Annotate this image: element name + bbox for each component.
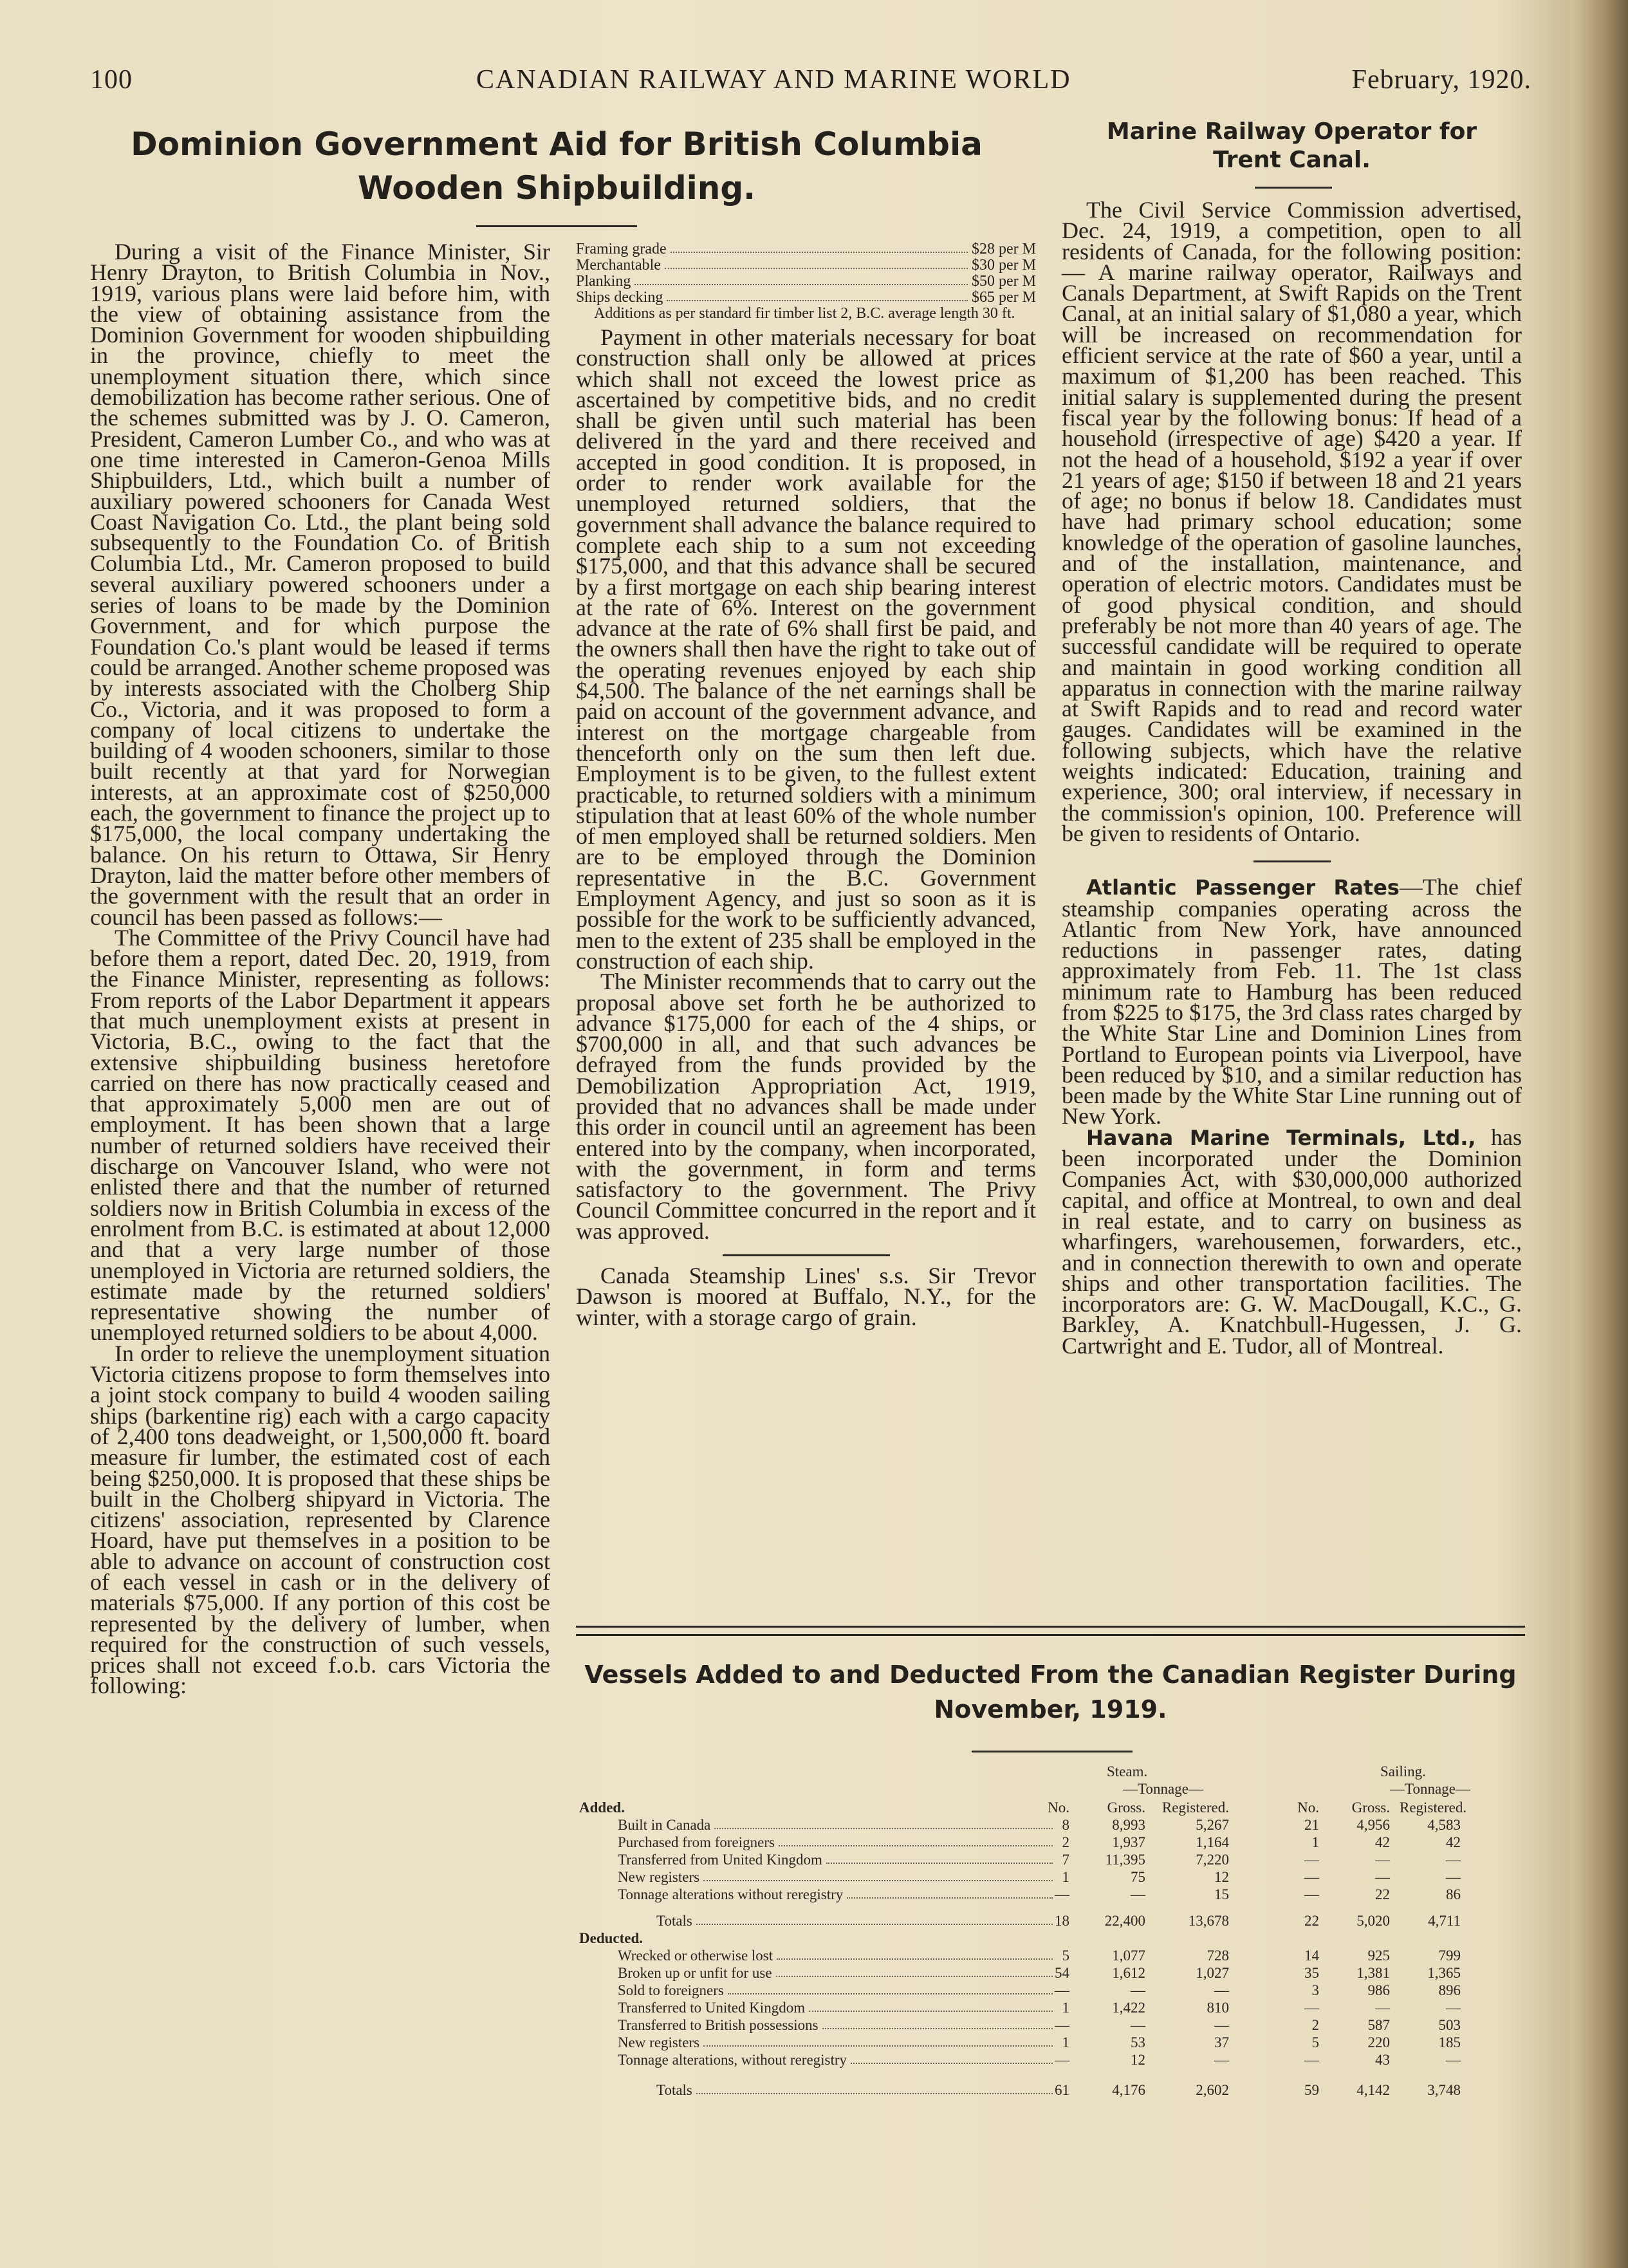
row-label: Broken up or unfit for use <box>618 1965 1055 1982</box>
price-row: Planking $50 per M <box>576 273 1036 290</box>
table-cell: — <box>1055 2017 1069 2033</box>
table-cell: 1 <box>1062 2034 1069 2050</box>
table-cell: 12 <box>1131 2052 1145 2068</box>
price-row: Framing grade $28 per M <box>576 241 1036 257</box>
table-row <box>579 1834 1525 1852</box>
table-cell: 86 <box>1446 1886 1461 1902</box>
table-row <box>579 1817 1525 1834</box>
table-cell: 4,583 <box>1427 1817 1461 1833</box>
deducted-section-label: Deducted. <box>579 1930 643 1946</box>
price-note: Additions as per standard fir timber list 2, B.C. average length 30 ft. <box>594 305 1015 322</box>
table-cell: 4,956 <box>1356 1817 1390 1833</box>
vessels-table <box>579 1763 1525 2098</box>
running-header <box>90 58 1531 103</box>
news-item-havana-terminals: Havana Marine Terminals, Ltd., has been incorporated under the Dominion Companies Act, with $30,000,000 authorized capital, and office at Montreal, to own and deal in real estate, and to carry on business as wharfingers, warehousemen, forwarders, etc., and in connection therewith to own and operate ships and other transportation facilities. The incorporators are: G. W. MacDougall, K.C., G. Barkley, A. Knatchbull-Hugessen, J. G. Cartwright and E. Tudor, all of Montreal. <box>1062 1124 1522 1359</box>
table-row <box>579 2000 1525 2017</box>
row-label: Transferred to United Kingdom <box>618 2000 1055 2016</box>
title-rule <box>1255 187 1332 189</box>
price-row: Merchantable $30 per M <box>576 257 1036 274</box>
table-cell: 5,267 <box>1196 1817 1229 1833</box>
table-cell: 1,422 <box>1112 2000 1145 2016</box>
table-cell: 3 <box>1311 1982 1319 1998</box>
table-cell: 810 <box>1207 2000 1229 2016</box>
table-cell: 185 <box>1438 2034 1461 2050</box>
totals-row: Totals 18 22,400 13,678 22 5,020 4,711 <box>656 1913 1461 1929</box>
table-cell: 1,164 <box>1196 1834 1229 1850</box>
paragraph: In order to relieve the unemployment situation Victoria citizens propose to form themselves into a joint stock company to build 4 wooden sailing ships (barkentine rig) each with a cargo capacity of 2,400 tons deadweight, or 1,500,000 ft. board measure fir lumber, the estimated cost of each being $250,000. It is proposed that these ships be built in the Cholberg shipyard in Victoria. The citizens' association, represented by Clarence Hoard, have put themselves in a position to be able to advance on account of construction cost of each vessel in cash or in the delivery of materials $75,000. If any portion of this cost be represented by the delivery of lumber, when required for the construction of such vessels, prices shall not exceed f.o.b. cars Victoria the following: <box>90 1340 550 1699</box>
table-cell: 799 <box>1438 1947 1461 1964</box>
paragraph: The Civil Service Commission advertised, Dec. 24, 1919, a competition, open to all residents of Canada, for the following position: — A marine railway operator, Railways and Canals Department, at Swift Rapids on the Trent Canal, at an initial salary of $1,080 a year, which will be increased on recommendation for efficient service at the rate of $60 a year, until a maximum of $1,200 has been reached. This initial salary is supplemented during the present fiscal year by the following bonus: If head of a household (irrespective of age) $420 a year. If not the head of a household, $192 a year if over 21 years of age; $150 if between 18 and 21 years of age; no bonus if below 18. Candidates must have had primary school education; some knowledge of the operation of gasoline launches, and of the installation, maintenance, and operation of electric motors. Candidates must be of good physical condition, and should preferably be not more than 40 years of age. The successful candidate will be required to operate and maintain in good working condition all apparatus in connection with the marine railway at Swift Rapids and to read and record water gauges. Candidates will be examined in the following subjects, which have the relative weights indicated: Education, training and experience, 300; oral interview, if necessary in the commission's opinion, 100. Preference will be given to residents of Ontario. <box>1062 197 1522 846</box>
row-label: Purchased from foreigners <box>618 1834 1055 1851</box>
article-title-line1: Dominion Government Aid for British Columbia <box>131 125 983 163</box>
added-section-label: Added. <box>579 1799 625 1816</box>
table-cell: 12 <box>1214 1869 1229 1885</box>
steam-tonnage-header: —Tonnage— <box>1123 1781 1203 1797</box>
table-cell: 14 <box>1304 1947 1319 1964</box>
table-cell: 5 <box>1311 2034 1319 2050</box>
table-row <box>579 1947 1525 1965</box>
double-rule <box>576 1626 1525 1636</box>
row-label: Built in Canada <box>618 1817 1055 1834</box>
table-cell: 1,077 <box>1112 1947 1145 1964</box>
table-cell: — <box>1131 1886 1145 1902</box>
table-cell: 1 <box>1311 1834 1319 1850</box>
table-cell: — <box>1375 1852 1390 1868</box>
news-item-atlantic-rates: Atlantic Passenger Rates—The chief steamship companies operating across the Atlantic from New York, have announced reductions in passenger rates, dating approximately from Feb. 11. The 1st class minimum rate to Hamburg has been reduced from $225 to $175, the 3rd class rates charged by the White Star Line and Dominion Lines from Portland to European points via Liverpool, have been reduced by $10, and a similar reduction has been made by the White Star Line running out of New York. <box>1062 874 1522 1129</box>
table-cell: — <box>1446 2052 1461 2068</box>
paragraph: Payment in other materials necessary for boat construction shall only be allowed at prices which shall not exceed the lowest price as ascertained by competitive bids, and no credit shall be given until such material has been delivered in the yard and there received and accepted in good condition. It is proposed, in order to render work available for the unemployed returned soldiers, that the government shall advance the balance required to complete each ship to a sum not exceeding $175,000, and that this advance shall be secured by a first mortgage on each ship bearing interest at the rate of 6%. Interest on the government advance at the rate of 6% shall first be paid, and the owners shall then have the right to take out of the operating revenues enjoyed by each ship $4,500. The balance of the net earnings shall be paid on account of the government advance, and interest on the mortgage chargeable from thenceforth only on the sum then left due. Employment is to be given, to the fullest extent practicable, to returned soldiers with a minimum stipulation that at least 60% of the whole number of men employed shall be returned soldiers. Men are to be employed through the Dominion representative in the B.C. Government Employment Agency, and just so soon as it is possible for the work to be sufficiently advanced, men to the extent of 235 shall be employed in the construction of each ship. <box>576 324 1036 974</box>
table-cell: 1,937 <box>1112 1834 1145 1850</box>
table-cell: — <box>1304 1869 1319 1885</box>
steam-header: Steam. <box>1107 1763 1148 1780</box>
table-cell: 1,612 <box>1112 1965 1145 1981</box>
table-cell: 43 <box>1375 2052 1390 2068</box>
journal-title: CANADIAN RAILWAY AND MARINE WORLD <box>476 65 1071 95</box>
row-label: Sold to foreigners <box>618 1982 1055 1999</box>
table-cell: 37 <box>1214 2034 1229 2050</box>
table-cell: 925 <box>1367 1947 1390 1964</box>
section-separator <box>1253 860 1331 862</box>
paragraph: During a visit of the Finance Minister, Sir Henry Drayton, to British Columbia in Nov., 1919, various plans were laid before him, with the view of obtaining assistance from the Dominion Government for wooden shipbuilding in the province, chiefly to meet the unemployment situation there, which since demobilization has become rather serious. One of the schemes submitted was by J. O. Cameron, President, Cameron Lumber Co., and who was at one time interested in Cameron-Genoa Mills Shipbuilders, Ltd., which built a number of auxiliary powered schooners for Canada West Coast Navigation Co. Ltd., the plant being sold subsequently to the Foundation Co. of British Columbia Ltd., Mr. Cameron proposed to build several auxiliary powered schooners under a series of loans to be made by the Dominion Government, and for which purpose the Foundation Co.'s plant would be leased if terms could be arranged. Another scheme proposed was by interests associated with the Cholberg Ship Co., Victoria, and it was proposed to form a company of local citizens to undertake the building of 4 wooden schooners, similar to those built recently at that yard for Norwegian interests, at an approximate cost of $250,000 each, the government to finance the project up to $175,000, the local company undertaking the balance. On his return to Ottawa, Sir Henry Drayton, laid the matter before other members of the government with the result that an order in council has been passed as follows:— <box>90 239 550 930</box>
table-cell: — <box>1214 1982 1229 1998</box>
table-cell: 220 <box>1367 2034 1390 2050</box>
row-label: New registers <box>618 2034 1055 2051</box>
title-rule <box>972 1751 1133 1752</box>
lumber-price-list <box>576 241 1036 322</box>
table-cell: 22 <box>1375 1886 1390 1902</box>
table-cell: — <box>1304 2000 1319 2016</box>
table-cell: 2 <box>1311 2017 1319 2033</box>
table-cell: 42 <box>1375 1834 1390 1850</box>
table-cell: — <box>1304 1852 1319 1868</box>
table-cell: — <box>1446 1852 1461 1868</box>
sailing-tonnage-header: —Tonnage— <box>1390 1781 1470 1797</box>
paragraph: The Minister recommends that to carry out the proposal above set forth he be authorized to advance $175,000 for each of the 4 ships, or $700,000 in all, and that such advances be defrayed from the funds provided by the Demobilization Appropriation Act, 1919, provided that no advances shall be made under this order in council until an agreement has been entered into by the company, when incorporated, with the government, in form and terms satisfactory to the government. The Privy Council Committee concurred in the report and it was approved. <box>576 969 1036 1244</box>
table-cell: — <box>1375 2000 1390 2016</box>
table-cell: — <box>1304 2052 1319 2068</box>
table-row <box>579 2017 1525 2034</box>
table-cell: 75 <box>1131 1869 1145 1885</box>
totals-row: Totals 61 4,176 2,602 59 4,142 3,748 <box>656 2082 1461 2098</box>
page-number: 100 <box>90 65 133 95</box>
table-row <box>579 1965 1525 1982</box>
row-label: New registers <box>618 1869 1055 1886</box>
table-cell: 986 <box>1367 1982 1390 1998</box>
table-cell: — <box>1131 1982 1145 1998</box>
table-row <box>579 1886 1525 1904</box>
table-cell: 1,381 <box>1356 1965 1390 1981</box>
table-cell: — <box>1131 2017 1145 2033</box>
table-cell: 2 <box>1062 1834 1069 1850</box>
table-cell: — <box>1446 2000 1461 2016</box>
table-cell: 21 <box>1304 1817 1319 1833</box>
table-cell: — <box>1446 1869 1461 1885</box>
table-cell: 8,993 <box>1112 1817 1145 1833</box>
table-cell: 5 <box>1062 1947 1069 1964</box>
article-column-1 <box>90 239 550 1699</box>
section-separator <box>723 1254 890 1256</box>
column-header-row: Added. No. Gross. Registered. No. Gross. Registered. <box>579 1799 1467 1816</box>
article-column-2 <box>576 241 1036 1328</box>
table-cell: 1 <box>1062 2000 1069 2016</box>
table-cell: — <box>1055 1886 1069 1902</box>
table-cell: 1,365 <box>1427 1965 1461 1981</box>
article-title-line2: Wooden Shipbuilding. <box>357 169 756 207</box>
table-cell: 1 <box>1062 1869 1069 1885</box>
table-cell: 503 <box>1438 2017 1461 2033</box>
table-cell: 1,027 <box>1196 1965 1229 1981</box>
table-cell: — <box>1055 2052 1069 2068</box>
table-cell: 54 <box>1055 1965 1069 1981</box>
row-label: Tonnage alterations without reregistry <box>618 1886 1055 1903</box>
table-cell: 7 <box>1062 1852 1069 1868</box>
table-row <box>579 1982 1525 2000</box>
row-label: Wrecked or otherwise lost <box>618 1947 1055 1964</box>
table-cell: 7,220 <box>1196 1852 1229 1868</box>
table-row <box>579 2034 1525 2052</box>
table-cell: 35 <box>1304 1965 1319 1981</box>
table-cell: 11,395 <box>1105 1852 1145 1868</box>
table-row <box>579 2052 1525 2069</box>
table-cell: 728 <box>1207 1947 1229 1964</box>
table-row <box>579 1869 1525 1886</box>
table-cell: — <box>1055 1982 1069 1998</box>
sailing-header: Sailing. <box>1380 1763 1426 1780</box>
table-cell: 8 <box>1062 1817 1069 1833</box>
table-cell: — <box>1304 1886 1319 1902</box>
table-cell: 42 <box>1446 1834 1461 1850</box>
article-column-3 <box>1062 197 1522 1359</box>
table-cell: 15 <box>1214 1886 1229 1902</box>
table-cell: 896 <box>1438 1982 1461 1998</box>
issue-date: February, 1920. <box>1351 65 1531 95</box>
table-cell: 587 <box>1367 2017 1390 2033</box>
table-row <box>579 1852 1525 1869</box>
row-label: Transferred to British possessions <box>618 2017 1055 2034</box>
paragraph: The Committee of the Privy Council have had before them a report, dated Dec. 20, 1919, from the Finance Minister, representing as follows: From reports of the Labor Department it appears that much unemployment exists at present in Victoria, B.C., owing to the fact that the extensive shipbuilding business heretofore carried on there has now practically ceased and that approximately 5,000 men are out of employment. It has been shown that a large number of returned soldiers have received their discharge on Vancouver Island, who were not enlisted there and that the number of returned soldiers now in British Columbia in excess of the enrolment from B.C. is estimated at about 12,000 and that a very large number of those unemployed in Victoria are returned soldiers, the estimate made by the returned soldiers' representative showing the number of unemployed returned soldiers to be about 4,000. <box>90 924 550 1346</box>
price-row: Ships decking $65 per M <box>576 289 1036 306</box>
table-cell: — <box>1214 2017 1229 2033</box>
table-cell: — <box>1375 1869 1390 1885</box>
title-rule <box>476 225 637 227</box>
table-cell: — <box>1214 2052 1229 2068</box>
news-item-canada-steamship: Canada Steamship Lines' s.s. Sir Trevor Dawson is moored at Buffalo, N.Y., for the winter, with a storage cargo of grain. <box>576 1263 1036 1330</box>
row-label: Transferred from United Kingdom <box>618 1852 1055 1868</box>
vessels-table-title: Vessels Added to and Deducted From the Canadian Register During November, 1919. <box>584 1660 1517 1724</box>
page-binding-edge <box>1570 0 1628 2268</box>
marine-railway-title: Marine Railway Operator for Trent Canal. <box>1106 118 1477 173</box>
table-cell: 53 <box>1131 2034 1145 2050</box>
deducted-header-row <box>579 1930 1525 1947</box>
row-label: Tonnage alterations, without reregistry <box>618 2052 1055 2068</box>
article-title <box>90 122 1023 210</box>
